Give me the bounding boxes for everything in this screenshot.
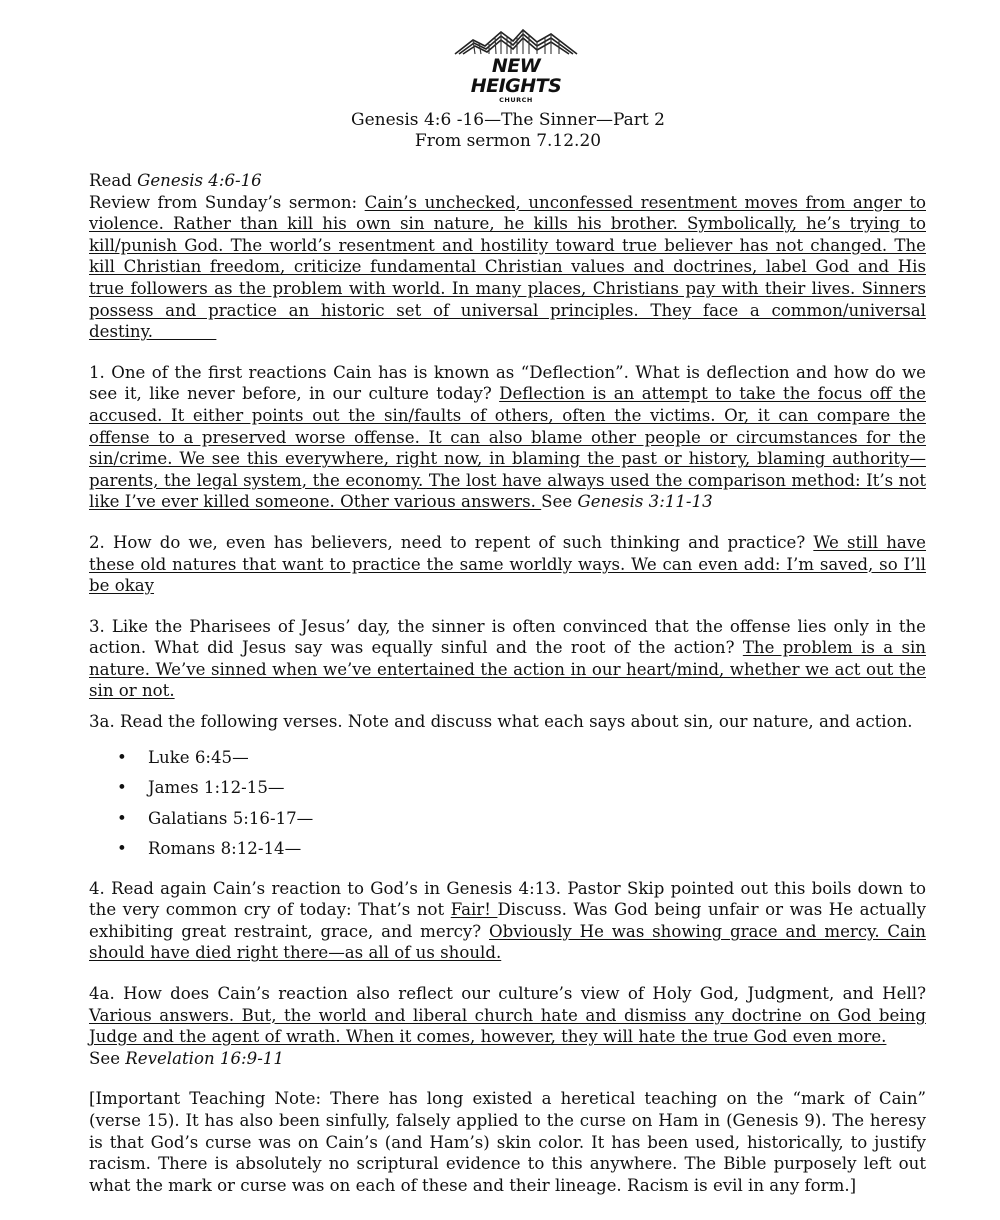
heading-date: From sermon 7.12.20 <box>414 131 602 151</box>
list-item <box>89 838 926 869</box>
question-1 <box>89 362 926 513</box>
bullet-icon: • <box>117 808 127 828</box>
question-4a-see <box>89 1048 926 1070</box>
question-4a-see-prefix: See <box>89 1048 126 1068</box>
question-4-text-b: Discuss. Was God being unfair or was He actually exhibiting great restraint, grace, and mercy? <box>89 900 926 941</box>
verse-label: Romans 8:12-14— <box>148 839 302 859</box>
list-item <box>89 747 926 778</box>
question-1-answer: Deflection is an attempt to take the focus off the accused. It either points out the sin/faults of others, often the victims. Or, it can compare the offense to a preserved worse offense. It can also blame other people or circumstances for the sin/crime. We see this everywhere, right now, in blaming the past or history, blaming authority—parents, the legal system, the economy. The lost have always used the comparison method: It’s not like I’ve ever killed someone. Other various answers. <box>89 384 926 512</box>
logo-subtitle: CHURCH <box>499 96 533 104</box>
verse-label: Luke 6:45— <box>148 747 249 767</box>
question-3 <box>89 616 926 702</box>
question-2-text: 2. How do we, even has believers, need to repent of such thinking and practice? <box>89 532 814 552</box>
church-logo <box>446 24 586 104</box>
question-4a-text: 4a. How does Cain’s reaction also reflect our culture’s view of Holy God, Judgment, and Hell? <box>89 984 926 1004</box>
question-4-answer: Obviously He was showing grace and mercy. Cain should have died right there—as all of us should. <box>89 921 926 963</box>
mountain-logo-icon <box>451 24 581 58</box>
study-content <box>89 170 926 1196</box>
question-3a: 3a. Read the following verses. Note and discuss what each says about sin, our nature, and action. <box>89 712 913 732</box>
question-3-answer: The problem is a sin nature. We’ve sinned when we’ve entertained the action in our heart/mind, whether we act out the sin or not. <box>89 638 926 701</box>
bullet-icon: • <box>117 839 127 859</box>
question-2-answer: We still have these old natures that want to practice the same worldly ways. We can even add: I’m saved, so I’ll be okay <box>89 532 927 596</box>
review-prefix: Review from Sunday’s sermon: <box>89 192 365 212</box>
bullet-icon: • <box>117 747 127 767</box>
verse-label: James 1:12-15— <box>148 778 285 798</box>
question-1-see: See <box>541 492 578 512</box>
question-4a-answer: Various answers. But, the world and liberal church hate and dismiss any doctrine on God being Judge and the agent of wrath. When it comes, however, they will hate the true God even more. <box>89 1005 926 1047</box>
review-paragraph <box>89 192 926 343</box>
read-line <box>89 170 926 192</box>
heading-title: Genesis 4:6 -16—The Sinner—Part 2 <box>351 110 665 130</box>
question-1-text: 1. One of the first reactions Cain has is known as “Deflection”. What is deflection and how do we see it, like never before, in our culture today? <box>89 362 926 404</box>
question-4-fair: Fair! <box>450 900 498 920</box>
question-2 <box>89 532 926 597</box>
logo-name: NEW HEIGHTS <box>470 55 562 97</box>
read-prefix: Read <box>89 171 138 190</box>
review-answer: Cain’s unchecked, unconfessed resentment moves from anger to violence. Rather than kill his own sin nature, he kills his brother. Symbolically, he’s trying to kill/punish God. The world’s resentment and hostility toward true believer has not changed. The kill Christian freedom, criticize fundamental Christian values and doctrines, label God and His true followers as the problem with world. In many places, Christians pay with their lives. Sinners possess and practice an historic set of universal principles. They face a common/universal destiny. <box>89 192 926 342</box>
verse-list <box>89 747 926 869</box>
page-heading <box>0 110 1000 152</box>
verse-label: Galatians 5:16-17— <box>148 808 314 828</box>
list-item <box>89 777 926 808</box>
question-4a-reference: Revelation 16:9-11 <box>125 1048 284 1068</box>
question-3-text: 3. Like the Pharisees of Jesus’ day, the sinner is often convinced that the offense lies only in the action. What did Jesus say was equally sinful and the root of the action? <box>89 616 926 658</box>
bullet-icon: • <box>117 778 127 798</box>
question-4 <box>89 878 926 964</box>
question-1-reference: Genesis 3:11-13 <box>577 492 713 512</box>
teaching-note: [Important Teaching Note: There has long existed a heretical teaching on the “mark of Cain” (verse 15). It has also been sinfully, falsely applied to the curse on Ham in (Genesis 9). The heresy is that God’s curse was on Cain’s (and Ham’s) skin color. It has been used, historically, to justify racism. There is absolutely no scriptural evidence to this anywhere. The Bible purposely left out what the mark or curse was on each of these and their lineage. Racism is evil in any form.] <box>89 1089 926 1195</box>
question-4a <box>89 983 926 1048</box>
read-reference: Genesis 4:6-16 <box>137 171 262 190</box>
list-item <box>89 808 926 839</box>
question-4-text: 4. Read again Cain’s reaction to God’s in Genesis 4:13. Pastor Skip pointed out this boils down to the very common cry of today: That’s not <box>89 878 926 920</box>
